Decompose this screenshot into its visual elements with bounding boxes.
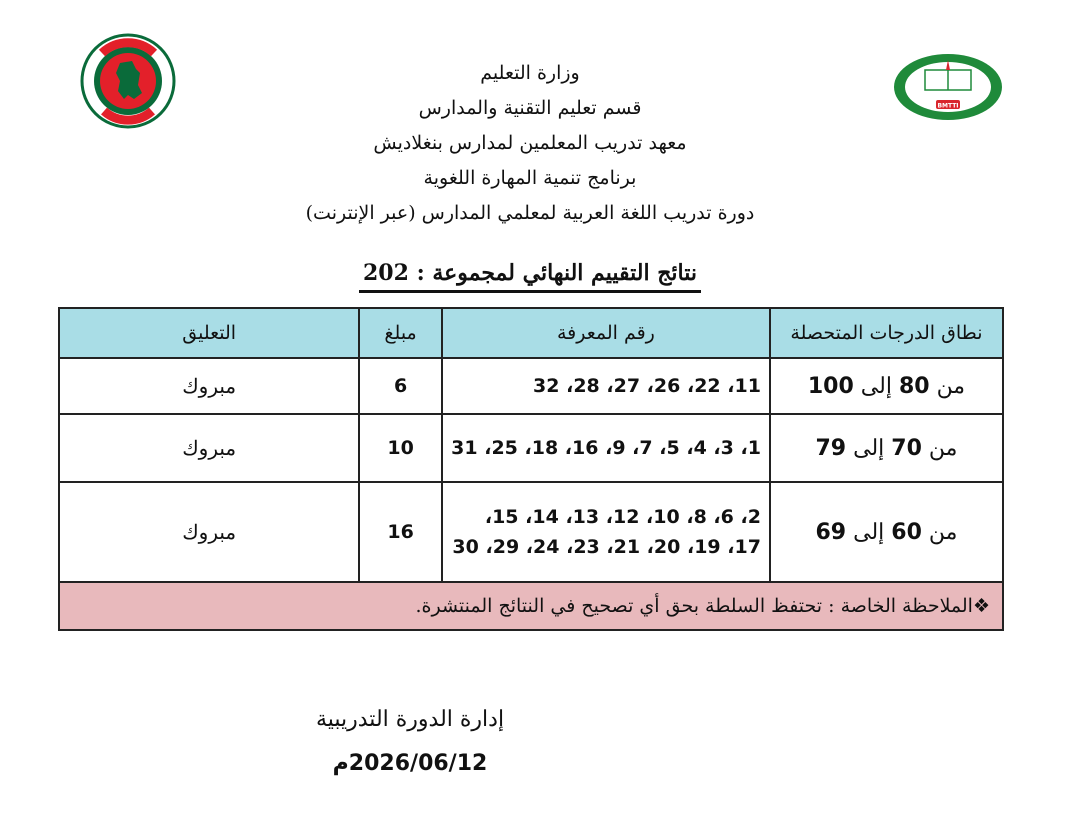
issuing-office: إدارة الدورة التدريبية bbox=[315, 707, 505, 732]
header-range: نطاق الدرجات المتحصلة bbox=[770, 308, 1003, 358]
program-name: برنامج تنمية المهارة اللغوية bbox=[423, 167, 637, 189]
results-table bbox=[58, 307, 1004, 631]
header-count: مبلغ bbox=[359, 308, 442, 358]
ministry-name: وزارة التعليم bbox=[480, 62, 580, 84]
range-prefix: من bbox=[928, 519, 958, 545]
range-cell bbox=[770, 414, 1003, 482]
comment-cell: مبروك bbox=[59, 358, 359, 414]
ids-cell: 1، 3، 4، 5، 7، 9، 16، 18، 25، 31 bbox=[442, 414, 770, 482]
government-seal-logo bbox=[80, 33, 176, 129]
range-mid: إلى bbox=[860, 373, 892, 399]
table-row bbox=[59, 414, 1003, 482]
results-title-text: نتائج التقييم النهائي لمجموعة : 202 bbox=[359, 258, 701, 293]
table-header-row bbox=[59, 308, 1003, 358]
range-from: 70 bbox=[891, 435, 922, 461]
header-comment: التعليق bbox=[59, 308, 359, 358]
range-cell bbox=[770, 358, 1003, 414]
header-ids: رقم المعرفة bbox=[442, 308, 770, 358]
document-header bbox=[200, 56, 860, 231]
range-mid: إلى bbox=[853, 435, 885, 461]
count-cell: 16 bbox=[359, 482, 442, 582]
range-mid: إلى bbox=[853, 519, 885, 545]
count-cell: 6 bbox=[359, 358, 442, 414]
issue-date: 2026/06/12م bbox=[332, 751, 488, 776]
range-to: 100 bbox=[807, 373, 854, 399]
range-from: 60 bbox=[891, 519, 922, 545]
comment-cell: مبروك bbox=[59, 414, 359, 482]
comment-cell: مبروك bbox=[59, 482, 359, 582]
ids-cell: 11، 22، 26، 27، 28، 32 bbox=[442, 358, 770, 414]
table-row bbox=[59, 482, 1003, 582]
range-prefix: من bbox=[928, 435, 958, 461]
special-note: ❖الملاحظة الخاصة : تحتفظ السلطة بحق أي تصحيح في النتائج المنتشرة. bbox=[59, 582, 1003, 630]
signature-block bbox=[270, 698, 550, 786]
bmtti-logo bbox=[892, 52, 1004, 122]
ids-cell: 2، 6، 8، 10، 12، 13، 14، 15، 17، 19، 20، 21، 23، 24، 29، 30 bbox=[442, 482, 770, 582]
course-name: دورة تدريب اللغة العربية لمعلمي المدارس (عبر الإنترنت) bbox=[305, 202, 755, 224]
range-cell bbox=[770, 482, 1003, 582]
table-row bbox=[59, 358, 1003, 414]
department-name: قسم تعليم التقنية والمدارس bbox=[418, 97, 642, 119]
range-to: 79 bbox=[815, 435, 847, 461]
institute-name: معهد تدريب المعلمين لمدارس بنغلاديش bbox=[373, 132, 687, 154]
range-prefix: من bbox=[936, 373, 966, 399]
results-title bbox=[200, 258, 860, 293]
range-to: 69 bbox=[815, 519, 847, 545]
count-cell: 10 bbox=[359, 414, 442, 482]
note-row bbox=[59, 582, 1003, 630]
bmtti-logo-text: BMTTI bbox=[937, 102, 959, 110]
range-from: 80 bbox=[898, 373, 930, 399]
